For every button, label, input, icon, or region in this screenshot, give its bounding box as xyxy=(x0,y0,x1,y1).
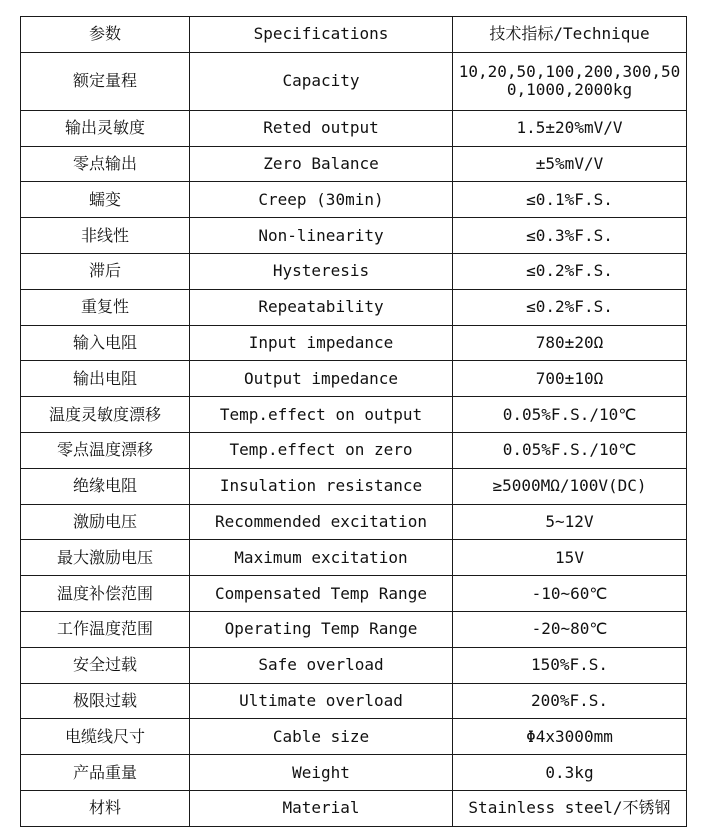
spec-cell: Weight xyxy=(190,755,453,791)
table-row xyxy=(21,289,687,325)
spec-cell: Creep (30min) xyxy=(190,182,453,218)
param-cell: 电缆线尺寸 xyxy=(21,719,190,755)
param-cell: 绝缘电阻 xyxy=(21,468,190,504)
param-cell: 激励电压 xyxy=(21,504,190,540)
spec-cell: Maximum excitation xyxy=(190,540,453,576)
header-specifications: Specifications xyxy=(190,17,453,53)
spec-cell: Material xyxy=(190,790,453,826)
param-cell: 额定量程 xyxy=(21,52,190,110)
table-row xyxy=(21,540,687,576)
value-cell: 200%F.S. xyxy=(453,683,687,719)
table-row xyxy=(21,397,687,433)
spec-cell: Temp.effect on output xyxy=(190,397,453,433)
value-cell: 5~12V xyxy=(453,504,687,540)
value-cell: ≥5000MΩ/100V(DC) xyxy=(453,468,687,504)
param-cell: 零点输出 xyxy=(21,146,190,182)
spec-cell: Input impedance xyxy=(190,325,453,361)
spec-cell: Operating Temp Range xyxy=(190,611,453,647)
table-row xyxy=(21,253,687,289)
value-cell: ≤0.3%F.S. xyxy=(453,218,687,254)
param-cell: 蠕变 xyxy=(21,182,190,218)
param-cell: 非线性 xyxy=(21,218,190,254)
spec-cell: Non-linearity xyxy=(190,218,453,254)
table-row xyxy=(21,432,687,468)
value-cell: -10~60℃ xyxy=(453,576,687,612)
table-row xyxy=(21,647,687,683)
param-cell: 安全过载 xyxy=(21,647,190,683)
value-cell: 780±20Ω xyxy=(453,325,687,361)
value-cell: 1.5±20%mV/V xyxy=(453,110,687,146)
table-row xyxy=(21,146,687,182)
table-row xyxy=(21,790,687,826)
header-param: 参数 xyxy=(21,17,190,53)
param-cell: 产品重量 xyxy=(21,755,190,791)
spec-cell: Temp.effect on zero xyxy=(190,432,453,468)
param-cell: 重复性 xyxy=(21,289,190,325)
table-row xyxy=(21,719,687,755)
param-cell: 滞后 xyxy=(21,253,190,289)
table-row xyxy=(21,504,687,540)
table-row xyxy=(21,325,687,361)
value-cell: Φ4x3000mm xyxy=(453,719,687,755)
spec-cell: Ultimate overload xyxy=(190,683,453,719)
spec-cell: Insulation resistance xyxy=(190,468,453,504)
value-cell: Stainless steel/不锈钢 xyxy=(453,790,687,826)
table-row xyxy=(21,110,687,146)
param-cell: 输出灵敏度 xyxy=(21,110,190,146)
spec-cell: Hysteresis xyxy=(190,253,453,289)
table-row xyxy=(21,52,687,110)
header-technique: 技术指标/Technique xyxy=(453,17,687,53)
value-cell: 700±10Ω xyxy=(453,361,687,397)
specifications-table xyxy=(20,16,687,827)
value-cell: 150%F.S. xyxy=(453,647,687,683)
value-cell: 15V xyxy=(453,540,687,576)
table-header-row xyxy=(21,17,687,53)
param-cell: 零点温度漂移 xyxy=(21,432,190,468)
spec-cell: Capacity xyxy=(190,52,453,110)
spec-cell: Cable size xyxy=(190,719,453,755)
value-cell: ≤0.2%F.S. xyxy=(453,253,687,289)
value-cell: 10,20,50,100,200,300,500,1000,2000kg xyxy=(453,52,687,110)
spec-cell: Repeatability xyxy=(190,289,453,325)
param-cell: 工作温度范围 xyxy=(21,611,190,647)
param-cell: 输出电阻 xyxy=(21,361,190,397)
table-row xyxy=(21,182,687,218)
table-row xyxy=(21,468,687,504)
table-row xyxy=(21,683,687,719)
value-cell: ≤0.2%F.S. xyxy=(453,289,687,325)
param-cell: 最大激励电压 xyxy=(21,540,190,576)
param-cell: 温度灵敏度漂移 xyxy=(21,397,190,433)
value-cell: ≤0.1%F.S. xyxy=(453,182,687,218)
spec-cell: Recommended excitation xyxy=(190,504,453,540)
table-row xyxy=(21,611,687,647)
param-cell: 输入电阻 xyxy=(21,325,190,361)
table-row xyxy=(21,361,687,397)
spec-cell: Safe overload xyxy=(190,647,453,683)
param-cell: 温度补偿范围 xyxy=(21,576,190,612)
spec-cell: Output impedance xyxy=(190,361,453,397)
table-row xyxy=(21,755,687,791)
table-row xyxy=(21,218,687,254)
value-cell: ±5%mV/V xyxy=(453,146,687,182)
value-cell: 0.05%F.S./10℃ xyxy=(453,432,687,468)
spec-cell: Zero Balance xyxy=(190,146,453,182)
param-cell: 极限过载 xyxy=(21,683,190,719)
table-row xyxy=(21,576,687,612)
value-cell: -20~80℃ xyxy=(453,611,687,647)
spec-cell: Compensated Temp Range xyxy=(190,576,453,612)
value-cell: 0.3kg xyxy=(453,755,687,791)
param-cell: 材料 xyxy=(21,790,190,826)
value-cell: 0.05%F.S./10℃ xyxy=(453,397,687,433)
spec-cell: Reted output xyxy=(190,110,453,146)
